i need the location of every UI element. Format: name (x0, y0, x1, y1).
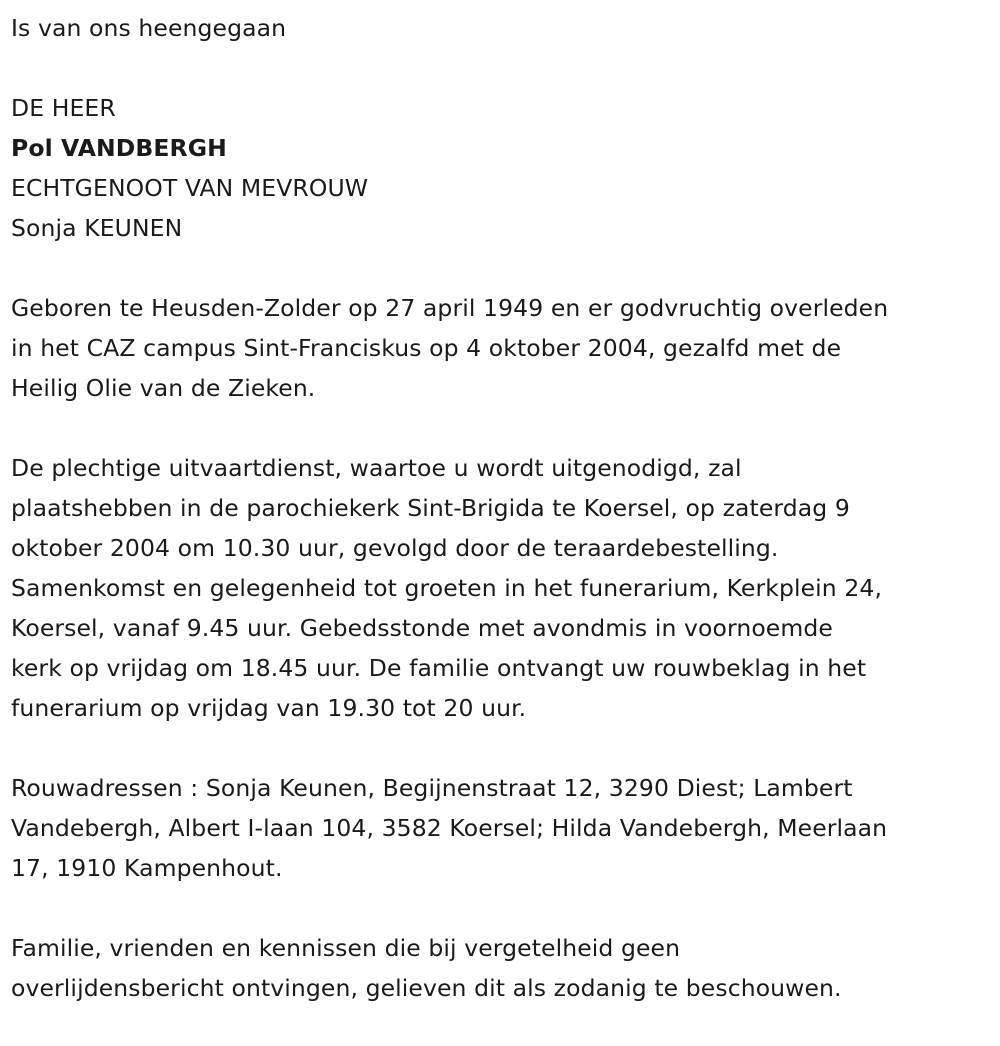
paragraph-line: plaatshebben in de parochiekerk Sint-Brigida te Koersel, op zaterdag 9 (11, 494, 850, 522)
paragraph-line: kerk op vrijdag om 18.45 uur. De familie ontvangt uw rouwbeklag in het (11, 654, 867, 682)
spouse-name: Sonja KEUNEN (11, 214, 183, 242)
paragraph-line: funerarium op vrijdag van 19.30 tot 20 uur. (11, 694, 527, 722)
paragraph-line: Koersel, vanaf 9.45 uur. Gebedsstonde met avondmis in voornoemde (11, 614, 833, 642)
spacer (11, 888, 990, 928)
paragraph-line: overlijdensbericht ontvingen, gelieven dit als zodanig te beschouwen. (11, 974, 842, 1002)
title-prefix: DE HEER (11, 94, 116, 122)
intro-text: Is van ons heengegaan (11, 14, 287, 42)
paragraph-line: 17, 1910 Kampenhout. (11, 854, 283, 882)
spacer (11, 408, 990, 448)
paragraph-line: Geboren te Heusden-Zolder op 27 april 1949 en er godvruchtig overleden (11, 294, 889, 322)
funeral-paragraph (11, 448, 990, 728)
spacer (11, 728, 990, 768)
closing-paragraph (11, 928, 990, 1008)
paragraph-line: Familie, vrienden en kennissen die bij vergetelheid geen (11, 934, 681, 962)
paragraph-line: in het CAZ campus Sint-Franciskus op 4 oktober 2004, gezalfd met de (11, 334, 842, 362)
paragraph-line: oktober 2004 om 10.30 uur, gevolgd door de teraardebestelling. (11, 534, 779, 562)
spacer (11, 248, 990, 288)
deceased-name: Pol VANDBERGH (11, 134, 227, 162)
spouse-label: ECHTGENOOT VAN MEVROUW (11, 174, 369, 202)
addresses-paragraph (11, 768, 990, 888)
spacer (11, 48, 990, 88)
paragraph-line: Heilig Olie van de Zieken. (11, 374, 316, 402)
paragraph-line: De plechtige uitvaartdienst, waartoe u wordt uitgenodigd, zal (11, 454, 742, 482)
paragraph-line: Vandebergh, Albert I-laan 104, 3582 Koersel; Hilda Vandebergh, Meerlaan (11, 814, 888, 842)
birth-death-paragraph (11, 288, 990, 408)
paragraph-line: Samenkomst en gelegenheid tot groeten in het funerarium, Kerkplein 24, (11, 574, 883, 602)
paragraph-line: Rouwadressen : Sonja Keunen, Begijnenstraat 12, 3290 Diest; Lambert (11, 774, 853, 802)
